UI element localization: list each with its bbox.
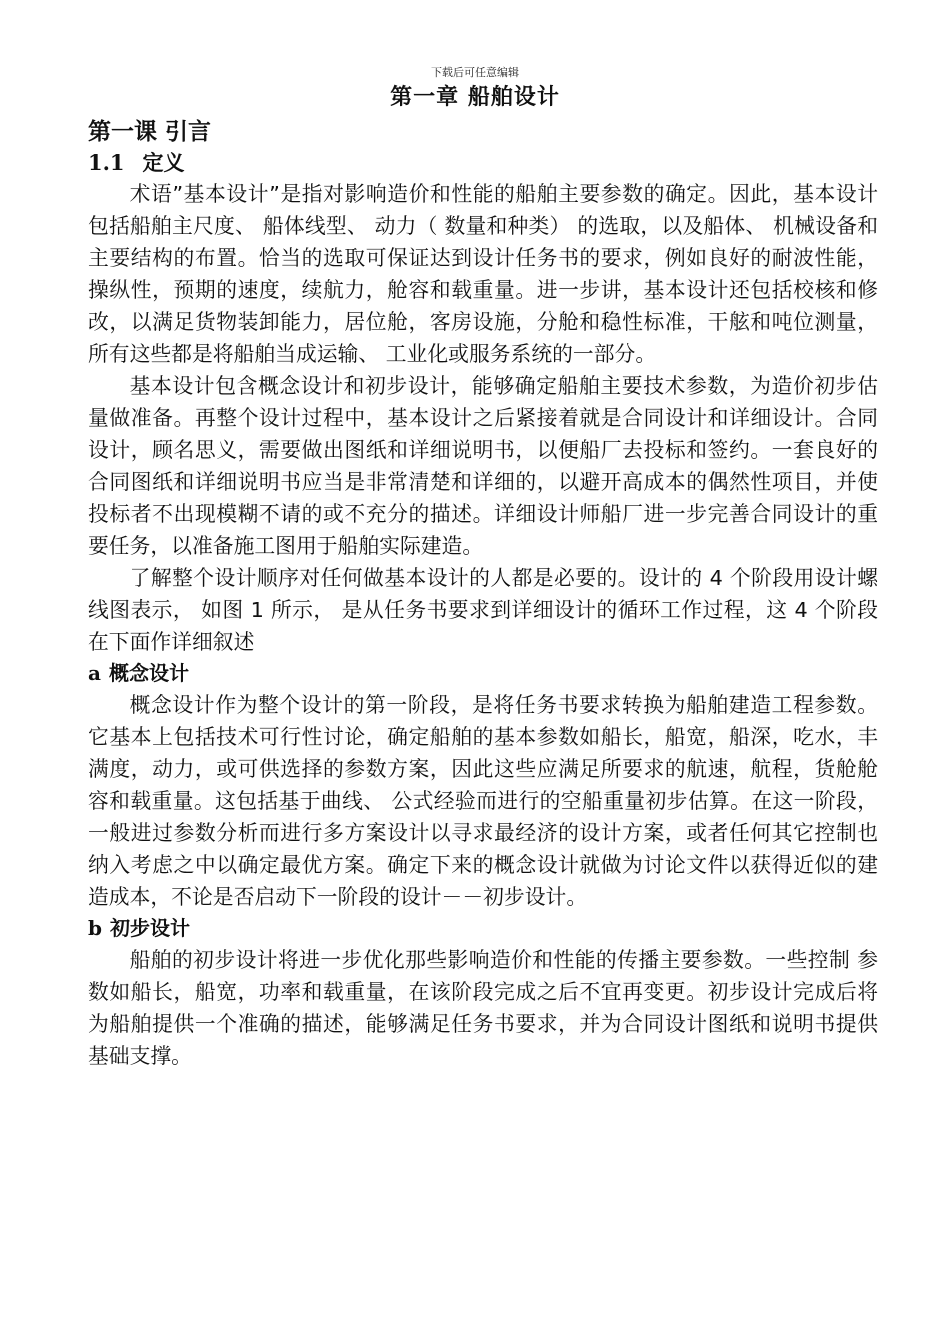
paragraph-basic-design: 基本设计包含概念设计和初步设计，能够确定船舶主要技术参数，为造价初步估量做准备。再整个设计过程中，基本设计之后紧接着就是合同设计和详细设计。合同设计，顾名思义，需要做出图纸和详细说明书，以便船厂去投标和签约。一套良好的合同图纸和详细说明书应当是非常清楚和详细的，以避开高成本的偶然性项目，并使投标者不出现模糊不请的或不充分的描述。详细设计师船厂进一步完善合同设计的重要任务，以准备施工图用于船舶实际建造。 bbox=[88, 374, 878, 558]
paragraph-preliminary-design: 船舶的初步设计将进一步优化那些影响造价和性能的传播主要参数。一些控制 参数如船长，船宽，功率和载重量，在该阶段完成之后不宜再变更。初步设计完成后将为船舶提供一个准确的描述，能够满足任务书要求，并为合同设计图纸和说明书提供基础支撑。 bbox=[88, 948, 878, 1068]
paragraph-concept-design: 概念设计作为整个设计的第一阶段，是将任务书要求转换为船舶建造工程参数。它基本上包括技术可行性讨论，确定船舶的基本参数如船长，船宽，船深，吃水，丰满度，动力，或可供选择的参数方案，因此这些应满足所要求的航速，航程，货舱舱容和载重量。这包括基于曲线、 公式经验而进行的空船重量初步估算。在这一阶段，一般进过参数分析而进行多方案设计以寻求最经济的设计方案，或者任何其它控制也纳入考虑之中以确定最优方案。确定下来的概念设计就做为讨论文件以获得近似的建造成本，不论是否启动下一阶段的设计－－初步设计。 bbox=[88, 693, 878, 909]
chapter-title: 第一章 船舶设计 bbox=[390, 85, 560, 110]
subsection-title-b: 初步设计 bbox=[109, 916, 190, 940]
paragraph-definition: 术语”基本设计”是指对影响造价和性能的船舶主要参数的确定。因此，基本设计包括船舶主尺度、 船体线型、 动力（ 数量和种类） 的选取，以及船体、 机械设备和主要结构的布置。恰当的选取可保证达到设计任务书的要求，例如良好的耐波性能，操纵性，预期的速度，续航力，舱容和载重量。进一步讲，基本设计还包括校核和修改，以满足货物装卸能力，居位舱，客房设施，分舱和稳性标准，干舷和吨位测量，所有这些都是将船舶当成运输、 工业化或服务系统的一部分。 bbox=[88, 182, 878, 366]
section-number: 1.1 bbox=[88, 150, 125, 175]
paragraph-design-sequence: 了解整个设计顺序对任何做基本设计的人都是必要的。设计的 4 个阶段用设计螺线图表示， 如图 1 所示， 是从任务书要求到详细设计的循环工作过程，这 4 个阶段在下面作详细叙述 bbox=[88, 566, 878, 654]
subsection-title-a: 概念设计 bbox=[108, 661, 189, 685]
watermark-text: 下载后可任意编辑 bbox=[431, 66, 519, 79]
section-heading bbox=[88, 148, 878, 178]
subsection-heading-b bbox=[88, 913, 878, 944]
subsection-letter-a: a bbox=[88, 661, 101, 685]
subsection-heading-a bbox=[88, 658, 878, 689]
section-title: 定义 bbox=[142, 151, 185, 175]
lesson-title: 第一课 引言 bbox=[88, 119, 212, 145]
subsection-letter-b: b bbox=[88, 916, 102, 940]
document-body bbox=[88, 116, 878, 1072]
